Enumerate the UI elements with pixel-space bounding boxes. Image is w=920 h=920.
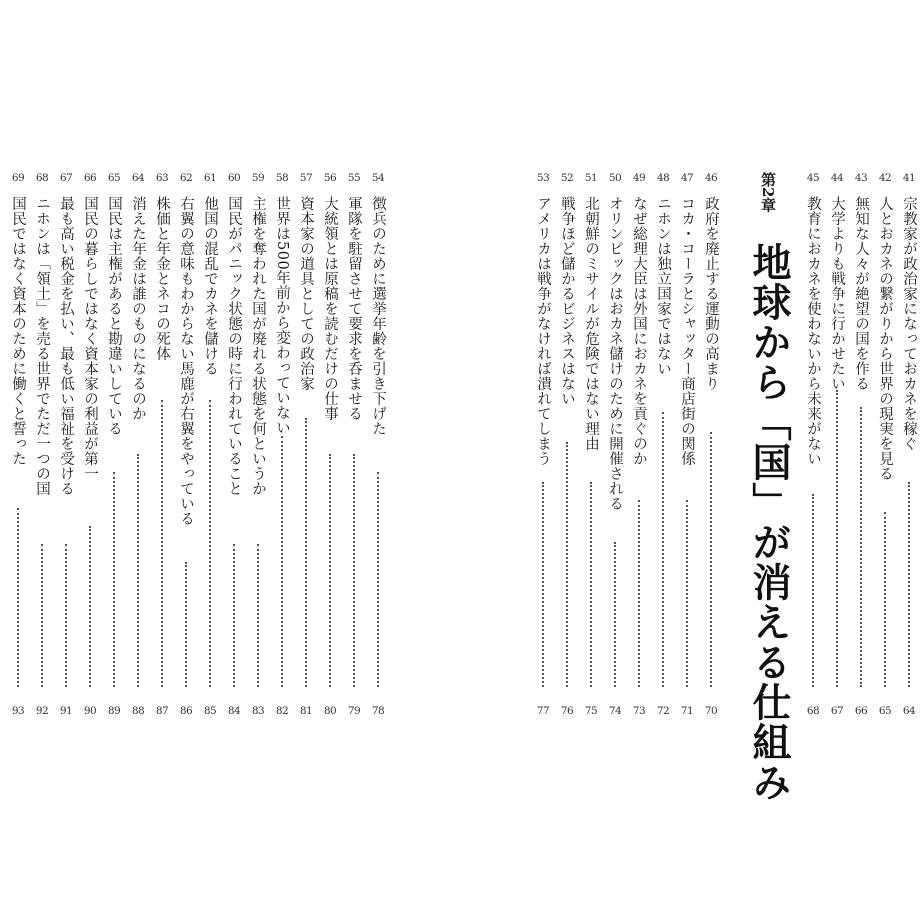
entry-number: 58: [275, 172, 289, 184]
toc-entry[interactable]: [175, 172, 197, 717]
entry-number: 42: [878, 172, 892, 184]
entry-title: 北朝鮮のミサイルが危険ではない理由: [583, 196, 599, 451]
toc-entry[interactable]: [898, 172, 920, 717]
page-number: 81: [299, 705, 313, 717]
entry-title: 大学よりも戦争に行かせたい: [829, 196, 845, 391]
entry-title: 主権を奪われた国が廃れる状態を何というか: [250, 196, 266, 496]
dot-leader: [662, 412, 664, 687]
page-number: 91: [59, 705, 73, 717]
toc-entry[interactable]: [151, 172, 173, 717]
page-number: 86: [179, 705, 193, 717]
dot-leader: [566, 442, 568, 687]
page-number: 89: [107, 705, 121, 717]
entry-number: 53: [536, 172, 550, 184]
entry-number: 50: [608, 172, 622, 184]
chapter-title: 地球から「国」が消える仕組み: [746, 242, 792, 802]
chapter-heading: [742, 172, 798, 802]
toc-entry[interactable]: [223, 172, 245, 717]
page-number: 93: [11, 705, 25, 717]
entry-title: 消えた年金は誰のものになるのか: [130, 196, 146, 421]
page-number: 74: [608, 705, 622, 717]
toc-entry[interactable]: [343, 172, 365, 717]
entry-number: 47: [680, 172, 694, 184]
entry-number: 44: [830, 172, 844, 184]
entry-title: ニホンは独立国家ではない: [655, 196, 671, 376]
entry-number: 66: [83, 172, 97, 184]
entry-number: 55: [347, 172, 361, 184]
page-number: 76: [560, 705, 574, 717]
page-number: 80: [323, 705, 337, 717]
dot-leader: [884, 512, 886, 687]
toc-entry[interactable]: [580, 172, 602, 717]
toc-entry[interactable]: [700, 172, 722, 717]
page-number: 83: [251, 705, 265, 717]
toc-entry[interactable]: [367, 172, 389, 717]
entry-title: 最も高い税金を払い、最も低い福祉を受ける: [58, 196, 74, 496]
toc-entry[interactable]: [7, 172, 29, 717]
toc-entry[interactable]: [55, 172, 77, 717]
toc-entry[interactable]: [199, 172, 221, 717]
entry-title: 右翼の意味もわからない馬鹿が右翼をやっている: [178, 196, 194, 526]
toc-entry[interactable]: [874, 172, 896, 717]
entry-title: 国民がパニック状態の時に行われていること: [226, 196, 242, 496]
dot-leader: [17, 508, 19, 687]
entry-title: 戦争ほど儲かるビジネスはない: [559, 196, 575, 406]
entry-title: ニホンは「領土」を売る世界でただ一つの国: [34, 196, 50, 496]
dot-leader: [281, 436, 283, 687]
dot-leader: [353, 454, 355, 687]
dot-leader: [542, 482, 544, 687]
page-number: 78: [371, 705, 385, 717]
dot-leader: [860, 407, 862, 687]
entry-title: 軍隊を駐留させて要求を呑ませる: [346, 196, 362, 421]
entry-number: 56: [323, 172, 337, 184]
dot-leader: [89, 526, 91, 687]
entry-number: 45: [806, 172, 820, 184]
page-number: 71: [680, 705, 694, 717]
page-number: 75: [584, 705, 598, 717]
toc-entry[interactable]: [295, 172, 317, 717]
entry-title: なぜ総理大臣は外国におカネを貢ぐのか: [631, 196, 647, 466]
toc-entry[interactable]: [652, 172, 674, 717]
page-number: 66: [854, 705, 868, 717]
entry-title: アメリカは戦争がなければ潰れてしまう: [535, 196, 551, 466]
dot-leader: [233, 544, 235, 687]
toc-entry[interactable]: [247, 172, 269, 717]
page-number: 67: [830, 705, 844, 717]
dot-leader: [686, 500, 688, 687]
dot-leader: [305, 418, 307, 687]
entry-number: 65: [107, 172, 121, 184]
entry-number: 51: [584, 172, 598, 184]
toc-entry[interactable]: [79, 172, 101, 717]
dot-leader: [614, 542, 616, 687]
entry-number: 43: [854, 172, 868, 184]
entry-title: オリンピックはおカネ儲けのために開催される: [607, 196, 623, 511]
entry-title: 徴兵のために選挙年齢を引き下げた: [370, 196, 386, 436]
entry-number: 57: [299, 172, 313, 184]
entry-number: 49: [632, 172, 646, 184]
entry-title: 国民ではなく資本のために働くと誓った: [10, 196, 26, 466]
entry-title: 国民は主権があると勘違いしている: [106, 196, 122, 436]
entry-number: 46: [704, 172, 718, 184]
entry-number: 64: [131, 172, 145, 184]
entry-title: 世界は500年前から変わっていない: [274, 196, 290, 436]
entry-title: 無知な人々が絶望の国を作る: [853, 196, 869, 391]
page-number: 77: [536, 705, 550, 717]
toc-entry[interactable]: [127, 172, 149, 717]
dot-leader: [638, 500, 640, 687]
toc-entry[interactable]: [319, 172, 341, 717]
entry-number: 41: [902, 172, 916, 184]
toc-entry[interactable]: [271, 172, 293, 717]
toc-entry[interactable]: [802, 172, 824, 717]
dot-leader: [590, 482, 592, 687]
entry-title: コカ・コーラとシャッター商店街の関係: [679, 196, 695, 466]
entry-number: 52: [560, 172, 574, 184]
dot-leader: [812, 494, 814, 687]
dot-leader: [113, 472, 115, 687]
page-number: 68: [806, 705, 820, 717]
page-number: 64: [902, 705, 916, 717]
entry-title: 教育におカネを使わないから未来がない: [805, 196, 821, 466]
dot-leader: [377, 472, 379, 687]
dot-leader: [161, 400, 163, 687]
entry-number: 63: [155, 172, 169, 184]
entry-title: 宗教家が政治家になっておカネを稼ぐ: [901, 196, 917, 451]
dot-leader: [65, 544, 67, 687]
page-number: 82: [275, 705, 289, 717]
toc-entry[interactable]: [628, 172, 650, 717]
dot-leader: [908, 482, 910, 687]
page-number: 87: [155, 705, 169, 717]
toc-entry[interactable]: [826, 172, 848, 717]
entry-number: 60: [227, 172, 241, 184]
entry-number: 69: [11, 172, 25, 184]
toc-entry[interactable]: [676, 172, 698, 717]
dot-leader: [836, 390, 838, 687]
page-number: 79: [347, 705, 361, 717]
toc-entry[interactable]: [604, 172, 626, 717]
dot-leader: [257, 544, 259, 687]
entry-number: 61: [203, 172, 217, 184]
dot-leader: [185, 562, 187, 687]
toc-entry[interactable]: [532, 172, 554, 717]
dot-leader: [41, 544, 43, 687]
toc-entry[interactable]: [850, 172, 872, 717]
entry-number: 54: [371, 172, 385, 184]
dot-leader: [137, 454, 139, 687]
page-number: 72: [656, 705, 670, 717]
page-number: 73: [632, 705, 646, 717]
toc-entry[interactable]: [31, 172, 53, 717]
dot-leader: [209, 400, 211, 687]
entry-title: 人とおカネの繋がりから世界の現実を見る: [877, 196, 893, 481]
dot-leader: [710, 432, 712, 687]
entry-number: 68: [35, 172, 49, 184]
entry-title: 資本家の道具としての政治家: [298, 196, 314, 391]
page-number: 84: [227, 705, 241, 717]
entry-number: 62: [179, 172, 193, 184]
entry-title: 政府を廃止する運動の高まり: [703, 196, 719, 391]
entry-title: 他国の混乱でカネを儲ける: [202, 196, 218, 376]
entry-number: 48: [656, 172, 670, 184]
entry-title: 株価と年金とネコの死体: [154, 196, 170, 361]
entry-number: 67: [59, 172, 73, 184]
dot-leader: [329, 454, 331, 687]
page-number: 85: [203, 705, 217, 717]
page-number: 88: [131, 705, 145, 717]
toc-entry[interactable]: [556, 172, 578, 717]
entry-number: 59: [251, 172, 265, 184]
entry-title: 国民の暮らしではなく資本家の利益が第一: [82, 196, 98, 481]
page-number: 70: [704, 705, 718, 717]
page-number: 65: [878, 705, 892, 717]
chapter-label: 第2章: [759, 172, 777, 213]
toc-entry[interactable]: [103, 172, 125, 717]
page-number: 92: [35, 705, 49, 717]
entry-title: 大統領とは原稿を読むだけの仕事: [322, 196, 338, 421]
page-number: 90: [83, 705, 97, 717]
